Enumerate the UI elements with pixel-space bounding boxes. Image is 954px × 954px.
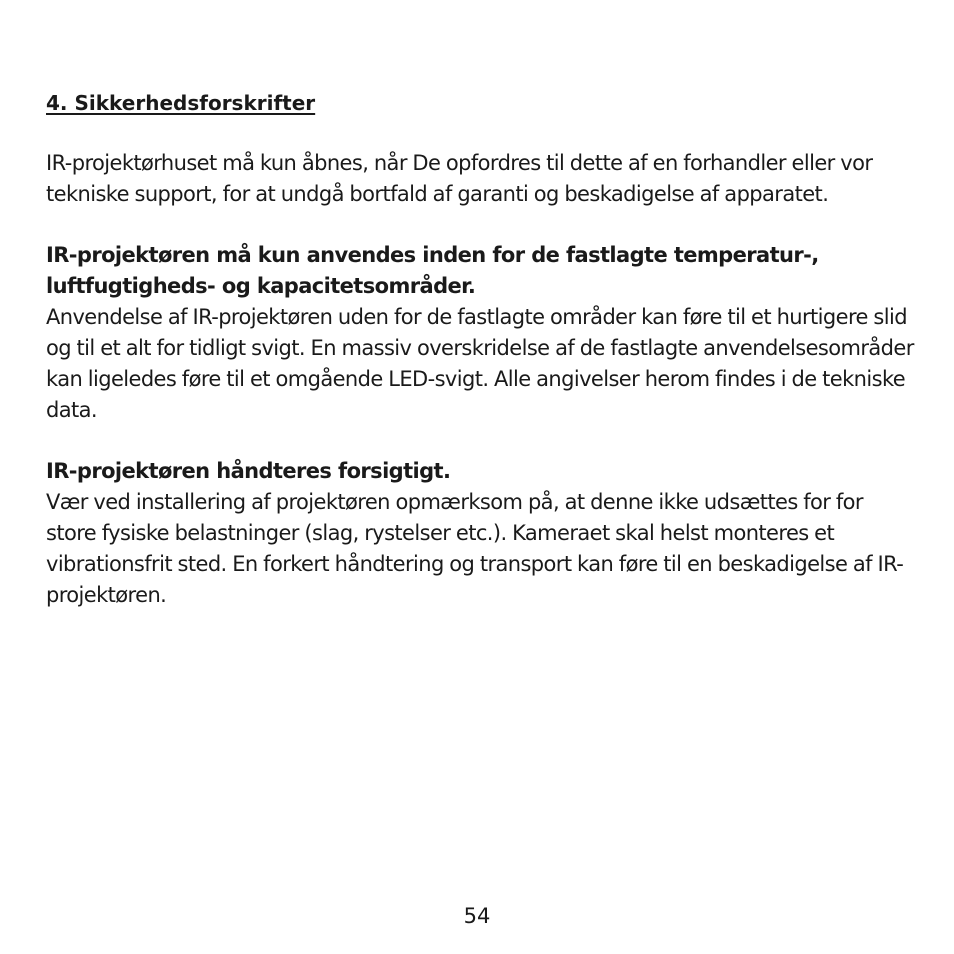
intro-paragraph: IR-projektørhuset må kun åbnes, når De opfordres til dette af en forhandler eller vor tekniske support, for at undgå bortfald af garanti og beskadigelse af apparatet. [46, 151, 873, 206]
section-handling [46, 456, 916, 611]
section-temperature [46, 240, 916, 426]
document-page [46, 88, 916, 611]
section-title: IR-projektøren må kun anvendes inden for de fastlagte temperatur-, luftfugtigheds- og kapacitetsområder. [46, 243, 819, 298]
section-title: IR-projektøren håndteres forsigtigt. [46, 459, 451, 483]
section-body: Vær ved installering af projektøren opmærksom på, at denne ikke udsættes for for store fysiske belastninger (slag, rystelser etc.). Kameraet skal helst monteres et vibrationsfrit sted. En forkert håndtering og transport kan føre til en beskadigelse af IR-projektøren. [46, 490, 904, 607]
section-heading: 4. Sikkerhedsforskrifter [46, 91, 316, 115]
section-body: Anvendelse af IR-projektøren uden for de fastlagte områder kan føre til et hurtigere slid og til et alt for tidligt svigt. En massiv overskridelse af de fastlagte anvendelsesområder kan ligeledes føre til et omgående LED-svigt. Alle angivelser herom findes i de tekniske data. [46, 305, 914, 422]
page-number: 54 [463, 904, 491, 928]
